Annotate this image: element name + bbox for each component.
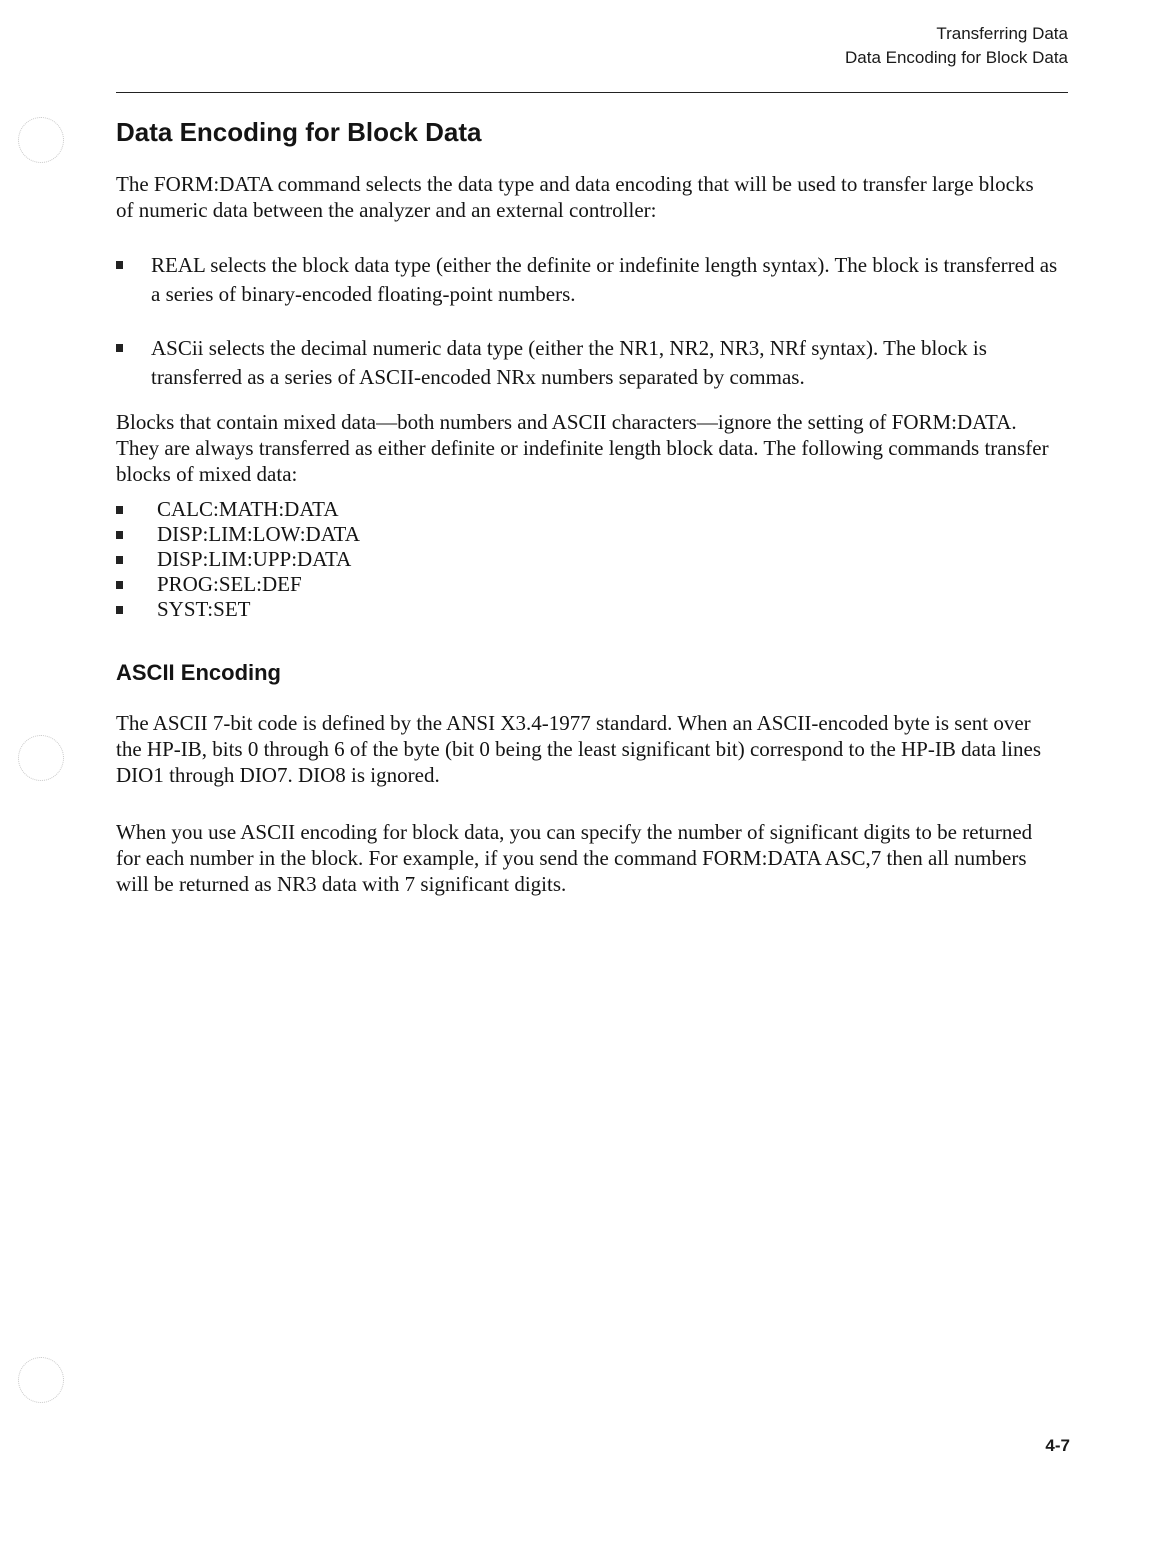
encoding-item-real	[116, 251, 1066, 309]
encoding-item-ascii	[116, 334, 1066, 392]
list-item	[116, 547, 360, 572]
intro-paragraph: The FORM:DATA command selects the data type and data encoding that will be used to transfer large blocks of numeric data between the analyzer and an external controller:	[116, 172, 1034, 222]
bullet-icon	[116, 506, 123, 514]
bullet-icon	[116, 261, 123, 269]
page-number: 4-7	[1045, 1436, 1070, 1455]
command-name: PROG:SEL:DEF	[157, 572, 302, 596]
binder-hole-top	[18, 117, 64, 163]
encoding-item-text: ASCii selects the decimal numeric data type (either the NR1, NR2, NR3, NRf syntax). The block is transferred as a series of ASCII-encoded NRx numbers separated by commas.	[151, 336, 987, 389]
command-name: DISP:LIM:LOW:DATA	[157, 522, 360, 546]
mixed-data-paragraph: Blocks that contain mixed data—both numbers and ASCII characters—ignore the setting of FORM:DATA. They are always transferred as either definite or indefinite length block data. The following commands transfer blocks of mixed data:	[116, 410, 1049, 486]
subsection-title: ASCII Encoding	[116, 660, 281, 685]
command-name: DISP:LIM:UPP:DATA	[157, 547, 352, 571]
mixed-command-list	[116, 497, 360, 622]
bullet-icon	[116, 606, 123, 614]
list-item	[116, 522, 360, 547]
bullet-icon	[116, 344, 123, 352]
bullet-icon	[116, 531, 123, 539]
header-chapter: Transferring Data	[936, 24, 1068, 43]
running-header	[845, 22, 1068, 70]
list-item	[116, 597, 360, 622]
command-name: SYST:SET	[157, 597, 251, 621]
list-item	[116, 497, 360, 522]
ascii-paragraph-2: When you use ASCII encoding for block data, you can specify the number of significant digits to be returned for each number in the block. For example, if you send the command FORM:DATA ASC,7 then all numbers will be returned as NR3 data with 7 significant digits.	[116, 820, 1033, 896]
ascii-paragraph-1: The ASCII 7-bit code is defined by the ANSI X3.4-1977 standard. When an ASCII-encoded byte is sent over the HP-IB, bits 0 through 6 of the byte (bit 0 being the least significant bit) correspond to the HP-IB data lines DIO1 through DIO7. DIO8 is ignored.	[116, 711, 1041, 787]
header-rule	[116, 92, 1068, 93]
encoding-item-text: REAL selects the block data type (either the definite or indefinite length syntax). The block is transferred as a series of binary-encoded floating-point numbers.	[151, 253, 1058, 306]
header-section: Data Encoding for Block Data	[844, 48, 1068, 67]
binder-hole-middle	[18, 735, 64, 781]
bullet-icon	[116, 581, 123, 589]
command-name: CALC:MATH:DATA	[157, 497, 339, 521]
section-title: Data Encoding for Block Data	[116, 117, 482, 147]
binder-hole-bottom	[18, 1357, 64, 1403]
list-item	[116, 572, 360, 597]
bullet-icon	[116, 556, 123, 564]
